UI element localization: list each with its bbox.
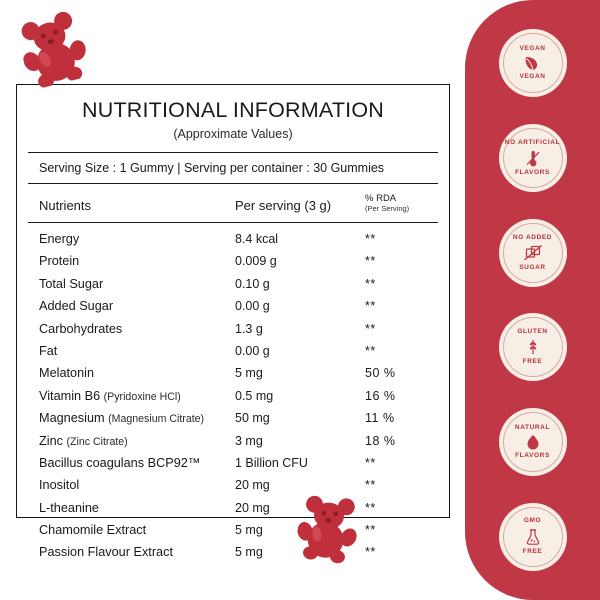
nutrient-per-serving-value: 0.009 g	[235, 254, 277, 269]
nutrient-rda-value: 50 %	[365, 366, 396, 381]
nutrient-name-text: Passion Flavour Extract	[39, 545, 173, 560]
nutrition-information-card	[16, 84, 450, 560]
nutrient-per-serving-value: 20 mg	[235, 500, 270, 515]
table-row	[39, 501, 449, 523]
badge-vegan-top-label: VEGAN	[519, 45, 546, 53]
nutrient-rda-value: **	[365, 523, 376, 538]
badge-no-artificial-flavors-bottom-label: FLAVORS	[515, 168, 550, 176]
badge-vegan-bottom-label: VEGAN	[519, 73, 546, 81]
nutrient-name-text: L-theanine	[39, 500, 99, 515]
nutrient-rda-value: **	[365, 232, 376, 246]
nutrient-per-serving-value: 0.00 g	[235, 343, 270, 358]
column-header-rda-sub: (Per Serving)	[365, 204, 410, 213]
nutrient-name	[39, 389, 235, 403]
table-row	[39, 254, 449, 276]
nutrient-per-serving-value: 5 mg	[235, 545, 263, 560]
nutrient-name	[39, 545, 235, 559]
nutrient-name-text: Fat	[39, 343, 58, 358]
nutrient-rda-value: **	[365, 545, 376, 560]
nutrient-name-text: Magnesium	[39, 411, 105, 426]
nutrient-rows	[17, 223, 449, 568]
badge-natural-flavors	[499, 408, 567, 476]
badge-no-added-sugar-bottom-label: SUGAR	[519, 263, 546, 271]
nutrient-name-text: Inositol	[39, 478, 80, 493]
nutrient-name-text: Total Sugar	[39, 276, 104, 291]
table-row	[39, 456, 449, 478]
table-row	[39, 322, 449, 344]
badge-gmo-free	[499, 503, 567, 571]
nutrient-per-serving-value: 50 mg	[235, 411, 270, 426]
nutrient-name	[39, 232, 235, 246]
badge-gluten-free	[499, 313, 567, 381]
badge-vegan	[499, 29, 567, 97]
wheat-icon	[524, 338, 542, 356]
nutrient-name	[39, 478, 235, 492]
column-header-rda	[365, 193, 449, 213]
nutrient-rda-value: **	[365, 299, 376, 314]
nutrient-name	[39, 254, 235, 268]
badge-no-artificial-flavors-top-label: NO ARTIFICIAL	[504, 138, 561, 146]
nutrient-name-text: Melatonin	[39, 366, 95, 381]
nutrient-name-text: Chamomile Extract	[39, 523, 147, 538]
nutrient-rda-value: **	[365, 276, 376, 291]
nutrient-name	[39, 523, 235, 537]
table-row	[39, 366, 449, 388]
nutrient-name	[39, 411, 235, 425]
nutrient-name-text: Protein	[39, 254, 80, 269]
nutrient-name	[39, 277, 235, 291]
nutrient-per-serving-value: 0.5 mg	[235, 388, 274, 403]
badge-gluten-free-bottom-label: FREE	[522, 358, 543, 366]
nutrient-per-serving-value: 1 Billion CFU	[235, 455, 308, 470]
badge-no-added-sugar-top-label: NO ADDED	[512, 233, 553, 241]
nutrient-rda-value: **	[365, 321, 376, 336]
gummy-bear-top-left	[14, 5, 95, 95]
table-row	[39, 545, 449, 567]
badge-natural-flavors-bottom-label: FLAVORS	[515, 451, 550, 459]
nutrient-rda-value: 16 %	[365, 388, 396, 403]
vegan-leaf-icon	[523, 55, 543, 71]
page-title: NUTRITIONAL INFORMATION	[81, 98, 384, 122]
nutrient-rda-value: 18 %	[365, 433, 396, 448]
nutrient-per-serving-value: 3 mg	[235, 433, 263, 448]
table-row	[39, 277, 449, 299]
nutrient-name	[39, 434, 235, 448]
nutrient-name-text: Vitamin B6	[39, 388, 101, 403]
serving-size-line: Serving Size : 1 Gummy | Serving per container : 30 Gummies	[39, 161, 385, 175]
nutrient-name-text: Carbohydrates	[39, 321, 123, 336]
badge-no-artificial-flavors	[499, 124, 567, 192]
nutrient-rda-value: **	[365, 455, 376, 470]
badge-natural-flavors-top-label: NATURAL	[514, 423, 551, 431]
nutrient-per-serving-value: 0.00 g	[235, 299, 270, 314]
nutrient-name	[39, 456, 235, 470]
nutrient-rda-value: **	[365, 478, 376, 493]
nutrient-rda-value: **	[365, 254, 376, 269]
badge-no-added-sugar	[499, 219, 567, 287]
nutrient-name-text: Zinc	[39, 433, 63, 448]
table-row	[39, 389, 449, 411]
certification-badge-column	[465, 0, 600, 600]
nutrient-name	[39, 299, 235, 313]
nutrient-name-note: (Pyridoxine HCl)	[103, 390, 181, 403]
nutrient-per-serving-value: 5 mg	[235, 523, 263, 538]
column-header-nutrients: Nutrients	[39, 198, 92, 213]
table-header-row	[17, 184, 449, 222]
table-row	[39, 299, 449, 321]
badge-gmo-free-top-label: GMO	[523, 517, 542, 525]
nutrient-rda-value: **	[365, 500, 376, 515]
column-header-rda-main: % RDA	[365, 193, 397, 204]
table-row	[39, 478, 449, 500]
column-header-per-serving: Per serving (3 g)	[235, 198, 332, 213]
dropper-icon	[524, 149, 542, 167]
nutrient-per-serving-value: 5 mg	[235, 366, 263, 381]
nutrient-per-serving-value: 0.10 g	[235, 276, 270, 291]
nutrient-name	[39, 322, 235, 336]
table-row	[39, 344, 449, 366]
nutrient-name	[39, 344, 235, 358]
nutrient-name-text: Bacillus coagulans BCP92™	[39, 455, 201, 470]
nutrient-rda-value: **	[365, 343, 376, 358]
table-row	[39, 434, 449, 456]
nutrient-per-serving-value: 20 mg	[235, 478, 270, 493]
table-row	[39, 411, 449, 433]
nutrient-name	[39, 501, 235, 515]
nutrient-name	[39, 366, 235, 380]
nutrient-name-text: Added Sugar	[39, 299, 114, 314]
nutrient-name-note: (Magnesium Citrate)	[108, 413, 205, 426]
badge-gluten-free-top-label: GLUTEN	[517, 328, 548, 336]
page-subtitle: (Approximate Values)	[173, 127, 293, 141]
leaf-drop-icon	[524, 434, 542, 450]
nutrient-name-text: Energy	[39, 232, 80, 246]
table-row	[39, 232, 449, 254]
gummy-bear-bottom-center	[293, 488, 363, 571]
nutrient-per-serving-value: 8.4 kcal	[235, 232, 279, 246]
nutrient-name-note: (Zinc Citrate)	[66, 435, 128, 448]
badge-gmo-free-bottom-label: FREE	[522, 547, 543, 555]
nutrient-rda-value: 11 %	[365, 411, 395, 426]
table-row	[39, 523, 449, 545]
flask-icon	[524, 528, 542, 546]
nutrient-per-serving-value: 1.3 g	[235, 321, 263, 336]
sugar-cube-icon	[523, 244, 543, 262]
